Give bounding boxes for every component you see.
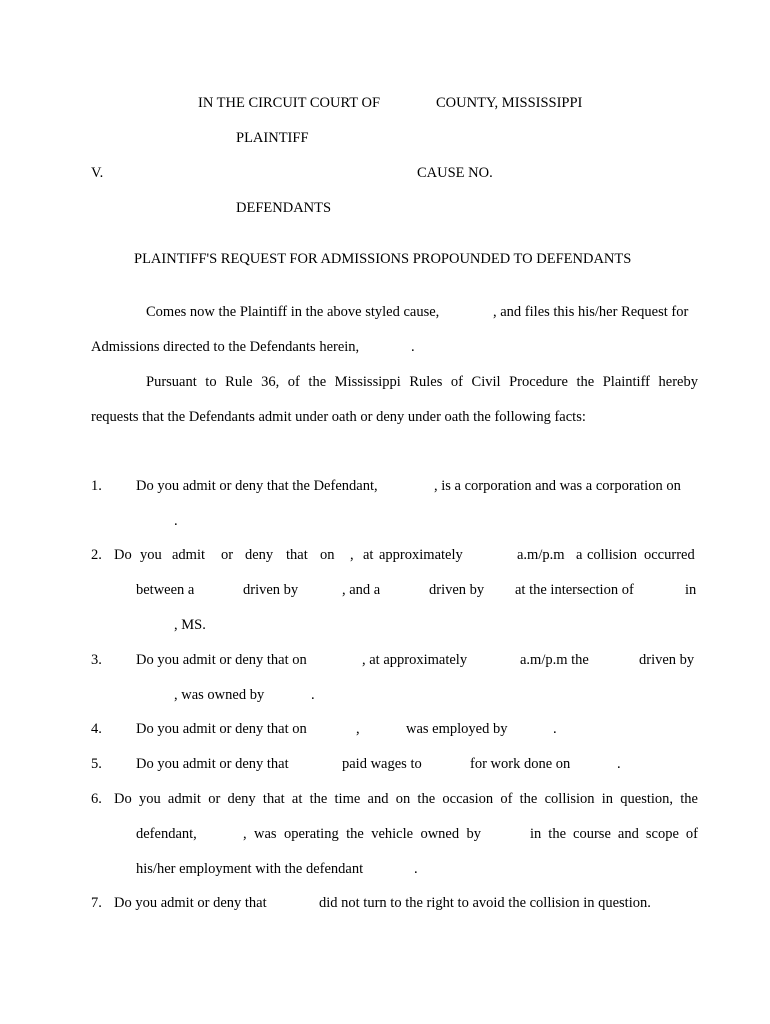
item-word: Do [114,547,132,563]
item-text: Do you admit or deny that on [136,652,307,668]
item-text: for work done on [470,756,571,772]
item-word: , [350,547,354,563]
item-text: driven by [429,582,485,598]
item-word: a.m/p.m [517,547,565,563]
item-number: 6. [91,791,102,807]
item-text: his/her employment with the defendant [136,861,364,877]
item-text: in [685,582,697,598]
item-text: defendant, [136,826,197,842]
intro-text: , and files this his/her Request for [493,304,689,320]
item-word: a [576,547,583,563]
item-text: Do you admit or deny that [114,895,267,911]
item-text: , was operating the vehicle owned by [243,826,481,842]
item-text: Do you admit or deny that the Defendant, [136,478,378,494]
item-word: occurred [644,547,695,563]
item-text: , is a corporation and was a corporation on [434,478,681,494]
item-text: , and a [342,582,381,598]
item-text: a.m/p.m the [520,652,589,668]
item-text: . [414,861,418,877]
item-text: , MS. [174,617,206,633]
item-text: . [311,687,315,703]
item-text: in the course and scope of [530,826,698,842]
item-word: you [140,547,162,563]
item-text: Do you admit or deny that at the time and on the occasion of the collision in question, the [114,791,698,807]
intro-text: Admissions directed to the Defendants herein, [91,339,360,355]
item-text: , at approximately [362,652,468,668]
intro-text: . [411,339,415,355]
item-word: or [221,547,234,563]
cause-number-label: CAUSE NO. [417,165,493,181]
defendants-label: DEFENDANTS [236,200,332,216]
item-text: , was owned by [174,687,265,703]
item-number: 3. [91,652,102,668]
item-text: did not turn to the right to avoid the collision in question. [319,895,651,911]
item-word: at [363,547,374,563]
plaintiff-label: PLAINTIFF [236,130,309,146]
item-number: 1. [91,478,102,494]
court-name: IN THE CIRCUIT COURT OF [198,95,381,111]
item-text: paid wages to [342,756,422,772]
item-word: deny [245,547,274,563]
intro-text: Comes now the Plaintiff in the above styled cause, [146,304,440,320]
versus-label: V. [91,165,104,181]
item-text: driven by [243,582,299,598]
item-number: 5. [91,756,102,772]
item-number: 7. [91,895,102,911]
document-title: PLAINTIFF'S REQUEST FOR ADMISSIONS PROPOUNDED TO DEFENDANTS [134,251,632,267]
rule-paragraph: requests that the Defendants admit under oath or deny under oath the following facts: [91,409,586,425]
item-text: . [174,513,178,529]
item-text: was employed by [406,721,508,737]
item-word: on [320,547,335,563]
court-county: COUNTY, MISSISSIPPI [436,95,583,111]
item-text: . [553,721,557,737]
item-text: at the intersection of [515,582,634,598]
item-text: . [617,756,621,772]
item-text: Do you admit or deny that on [136,721,307,737]
item-word: admit [172,547,206,563]
item-word: that [286,547,308,563]
rule-paragraph: Pursuant to Rule 36, of the Mississippi Rules of Civil Procedure the Plaintiff hereby [146,374,698,390]
item-text: driven by [639,652,695,668]
item-word: collision [587,547,637,563]
item-text: Do you admit or deny that [136,756,289,772]
item-text: between a [136,582,195,598]
item-number: 2. [91,547,102,563]
item-word: approximately [379,547,463,563]
item-number: 4. [91,721,102,737]
item-text: , [356,721,360,737]
